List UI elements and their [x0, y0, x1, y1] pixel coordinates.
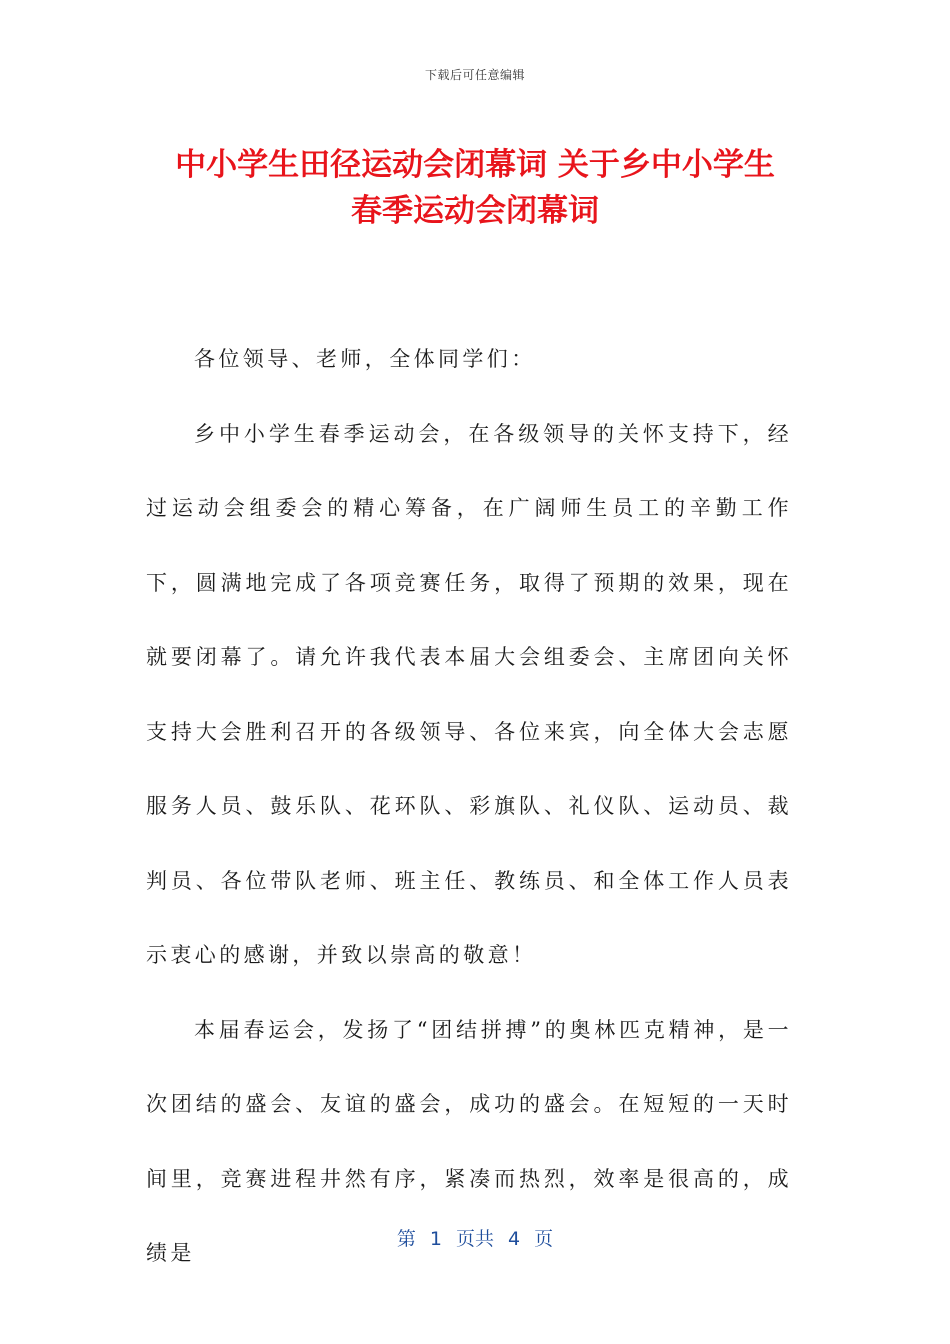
page-number-footer: 第 1 页共 4 页 — [396, 1228, 554, 1250]
title-line-2: 春季运动会闭幕词 — [351, 193, 599, 229]
header-note: 下载后可任意编辑 — [424, 68, 525, 82]
body-paragraph: 本届春运会，发扬了“团结拼搏”的奥林匹克精神，是一次团结的盛会、友谊的盛会，成功的盛会。在短短的一天时间里，竞赛进程井然有序，紧凑而热烈，效率是很高的，成绩是 — [146, 1017, 792, 1265]
document-body — [146, 322, 792, 1291]
body-paragraph: 乡中小学生春季运动会，在各级领导的关怀支持下，经过运动会组委会的精心筹备，在广阔师生员工的辛勤工作下，圆满地完成了各项竞赛任务，取得了预期的效果，现在就要闭幕了。请允许我代表本届大会组委会、主席团向关怀支持大会胜利召开的各级领导、各位来宾，向全体大会志愿服务人员、鼓乐队、花环队、彩旗队、礼仪队、运动员、裁判员、各位带队老师、班主任、教练员、和全体工作人员表示衷心的感谢，并致以崇高的敬意！ — [146, 421, 792, 967]
salutation-paragraph: 各位领导、老师，全体同学们： — [194, 347, 536, 371]
title-line-1: 中小学生田径运动会闭幕词 关于乡中小学生 — [175, 147, 775, 183]
document-title — [120, 142, 830, 234]
